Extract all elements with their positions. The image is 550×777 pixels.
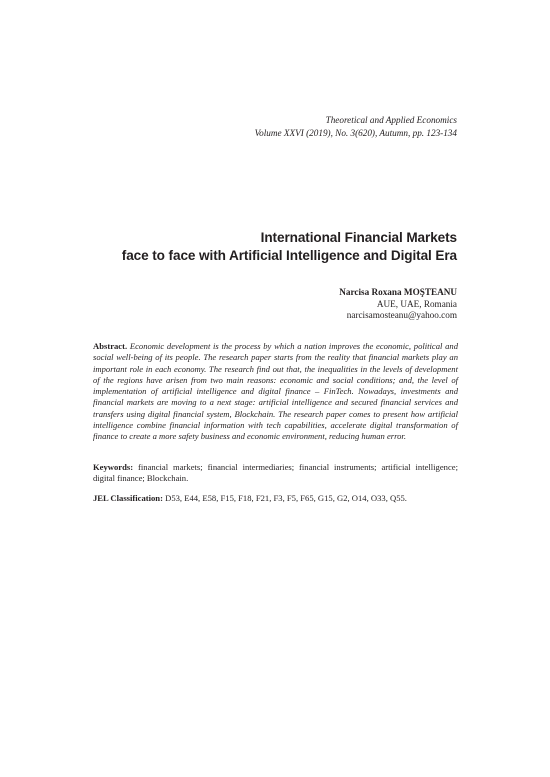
journal-volume: Volume XXVI (2019), No. 3(620), Autumn, pp. 123-134 bbox=[254, 128, 457, 138]
keywords bbox=[93, 462, 458, 485]
abstract bbox=[93, 341, 458, 443]
jel-classification bbox=[93, 493, 458, 504]
author-block bbox=[339, 287, 457, 322]
keywords-text: financial markets; financial intermediaries; financial instruments; artificial intelligence; digital finance; Blockchain. bbox=[93, 462, 458, 484]
journal-header bbox=[255, 114, 457, 140]
jel-label: JEL Classification: bbox=[93, 493, 163, 503]
paper-title-line1: International Financial Markets bbox=[260, 230, 457, 245]
paper-title-line2: face to face with Artificial Intelligence and Digital Era bbox=[121, 248, 457, 263]
author-name: Narcisa Roxana MOŞTEANU bbox=[339, 287, 457, 297]
abstract-label: Abstract. bbox=[93, 341, 128, 351]
author-affiliation: AUE, UAE, Romania bbox=[376, 298, 457, 309]
abstract-text: Economic development is the process by which a nation improves the economic, political and social well-being of its people. The research paper starts from the reality that financial markets play an important role in each economy. The research find out that, the inequalities in the levels of development of the regions have arisen from two main reasons: economic and social conditions; and, the level of implementation of artificial intelligence and digital finance – FinTech. Nowadays, investments and financial markets are moving to a next stage: artificial intelligence and secured financial services and transfers using digital financial system, Blockchain. The research paper comes to present how artificial intelligence combine financial information with tech capabilities, accelerate digital transformation of finance to create a more safety business and economic environment, reducing human error. bbox=[93, 341, 459, 442]
paper-title bbox=[122, 229, 457, 265]
keywords-label: Keywords: bbox=[93, 462, 134, 472]
jel-text: D53, E44, E58, F15, F18, F21, F3, F5, F65, G15, G2, O14, O33, Q55. bbox=[165, 493, 407, 503]
journal-name: Theoretical and Applied Economics bbox=[325, 115, 457, 125]
author-email: narcisamosteanu@yahoo.com bbox=[346, 310, 457, 320]
